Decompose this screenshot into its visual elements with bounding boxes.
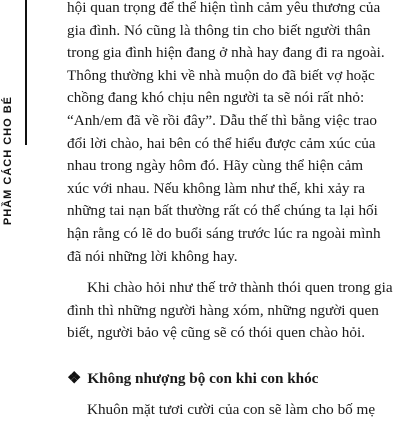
text-line: xúc với nhau. Nếu không làm như thế, khi xảy ra (67, 179, 366, 197)
section-first-line: Khuôn mặt tươi cười của con sẽ làm cho bố mẹ (87, 400, 376, 418)
text-line: đổi lời chào, hai bên có thể hiểu được cảm xúc của (67, 134, 376, 152)
text-line: hận rằng có lẽ do buổi sáng trước lúc ra ngoài mình (67, 224, 381, 242)
text-line: hội quan trọng để thể hiện tình cảm yêu thương của (67, 0, 381, 16)
text-line: đã nói những lời không hay. (67, 247, 238, 265)
text-line: chồng đang khó chịu nên người ta sẽ nói rất nhỏ: (67, 89, 365, 107)
text-line: nhau trong ngày hôm đó. Hãy cùng thể hiện cảm (67, 157, 364, 175)
paragraph-1 (67, 0, 397, 268)
text-line: gia đình. Nó cũng là thông tin cho biết người thân (67, 21, 371, 39)
text-line: biết, người bảo vệ cũng sẽ có thói quen chào hỏi. (67, 324, 366, 342)
text-line: đình thì những người hàng xóm, những người quen (67, 301, 379, 319)
diamond-bullet-icon: ❖ (67, 369, 82, 387)
text-line: Thông thường khi về nhà muộn do đã biết vợ hoặc (67, 66, 375, 84)
section-heading (67, 368, 397, 390)
text-line: những tai nạn bất thường rất có thể chúng ta lại hối (67, 202, 378, 220)
running-header: PHẦM CÁCH CHO BÉ (2, 96, 14, 226)
text-line: trong gia đình hiện đang ở nhà hay đang đi ra ngoài. (67, 44, 385, 62)
section-heading-text: Không nhượng bộ con khi con khóc (87, 369, 319, 387)
page-body (67, 0, 397, 422)
text-line: “Anh/em đã về rồi đây”. Dẫu thế thì bằng việc trao (67, 111, 377, 129)
paragraph-2 (67, 277, 397, 345)
book-spine-margin (0, 0, 40, 400)
text-line: Khi chào hỏi như thế trở thành thói quen trong gia (87, 279, 393, 297)
header-rule (25, 0, 27, 145)
